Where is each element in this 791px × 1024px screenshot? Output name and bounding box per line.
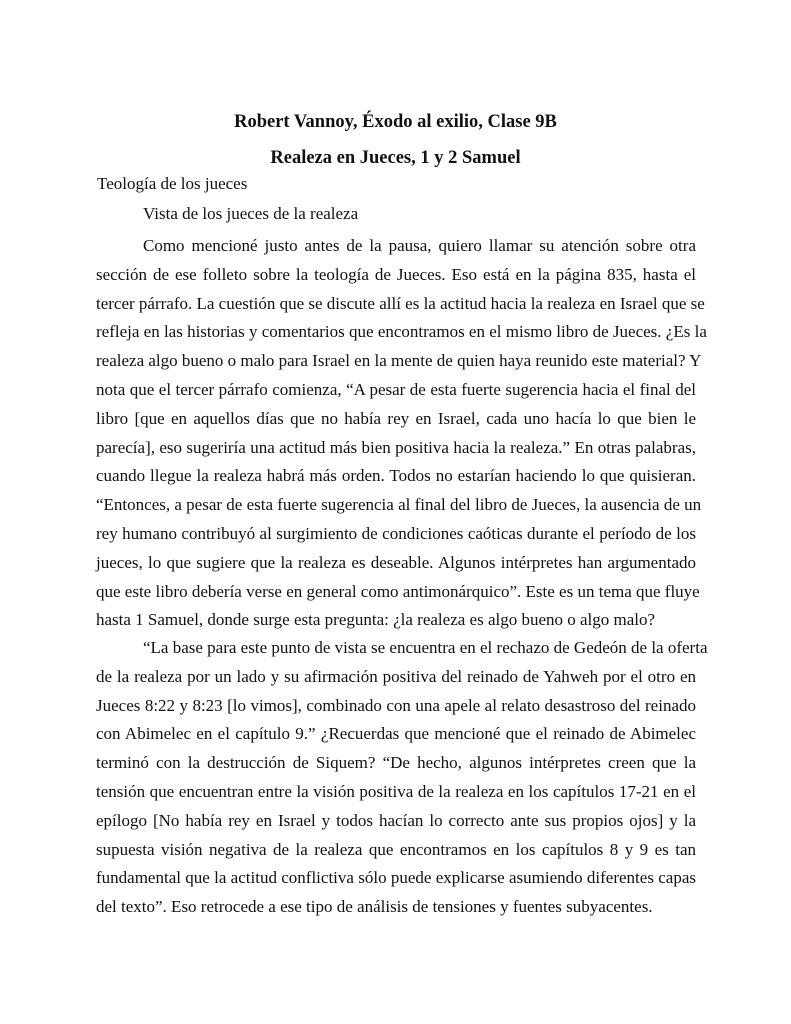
paragraph-line: que este libro debería verse en general como antimonárquico”. Este es un tema que fluye: [96, 581, 700, 601]
section-heading: Teología de los jueces: [97, 174, 248, 193]
paragraph-line: jueces, lo que sugiere que la realeza es deseable. Algunos intérpretes han argumentado: [96, 552, 696, 572]
paragraph-line: refleja en las historias y comentarios que encontramos en el mismo libro de Jueces. ¿Es la: [96, 322, 707, 342]
paragraph-line: nota que el tercer párrafo comienza, “A pesar de esta fuerte sugerencia hacia el final del: [96, 379, 696, 399]
paragraph-line: tercer párrafo. La cuestión que se discute allí es la actitud hacia la realeza en Israel que se: [96, 293, 705, 313]
paragraph-line: sección de ese folleto sobre la teología de Jueces. Eso está en la página 835, hasta el: [96, 264, 696, 284]
paragraph: [96, 634, 708, 922]
paragraph-line: rey humano contribuyó al surgimiento de condiciones caóticas durante el período de los: [96, 523, 696, 543]
paragraph-line: de la realeza por un lado y su afirmación positiva del reinado de Yahweh por el otro en: [96, 666, 696, 686]
paragraph: [96, 232, 707, 635]
paragraph-line: tensión que encuentran entre la visión positiva de la realeza en los capítulos 17-21 en el: [96, 781, 696, 801]
paragraph-line: Jueces 8:22 y 8:23 [lo vimos], combinado con una apele al relato desastroso del reinado: [96, 695, 696, 715]
paragraph-line: cuando llegue la realeza habrá más orden. Todos no estarían haciendo lo que quisieran.: [96, 466, 696, 486]
document-title: Robert Vannoy, Éxodo al exilio, Clase 9B: [234, 112, 557, 132]
paragraph-line: terminó con la destrucción de Siquem? “De hecho, algunos intérpretes creen que la: [96, 753, 696, 773]
paragraph-line: fundamental que la actitud conflictiva sólo puede explicarse asumiendo diferentes capas: [96, 868, 696, 888]
paragraph-line: supuesta visión negativa de la realeza que encontramos en los capítulos 8 y 9 es tan: [96, 839, 696, 859]
paragraph-line: “La base para este punto de vista se encuentra en el rechazo de Gedeón de la oferta: [143, 638, 708, 657]
paragraph-line: “Entonces, a pesar de esta fuerte sugerencia al final del libro de Jueces, la ausencia de un: [96, 495, 702, 515]
paragraph-line: parecía], eso sugeriría una actitud más bien positiva hacia la realeza.” En otras palabras,: [96, 437, 696, 457]
paragraph-line: libro [que en aquellos días que no había rey en Israel, cada uno hacía lo que bien le: [96, 408, 696, 428]
paragraph-line: Como mencioné justo antes de la pausa, quiero llamar su atención sobre otra: [143, 236, 696, 255]
paragraph-line: epílogo [No había rey en Israel y todos hacían lo correcto ante sus propios ojos] y la: [96, 810, 696, 830]
document-subtitle: Realeza en Jueces, 1 y 2 Samuel: [270, 148, 521, 168]
paragraph-line: del texto”. Eso retrocede a ese tipo de análisis de tensiones y fuentes subyacentes.: [96, 897, 653, 917]
subsection-heading: Vista de los jueces de la realeza: [143, 204, 359, 223]
paragraph-line: realeza algo bueno o malo para Israel en la mente de quien haya reunido este material? Y: [96, 351, 702, 371]
paragraph-line: con Abimelec en el capítulo 9.” ¿Recuerdas que mencioné que el reinado de Abimelec: [96, 724, 696, 744]
paragraph-line: hasta 1 Samuel, donde surge esta pregunta: ¿la realeza es algo bueno o algo malo?: [96, 610, 656, 630]
